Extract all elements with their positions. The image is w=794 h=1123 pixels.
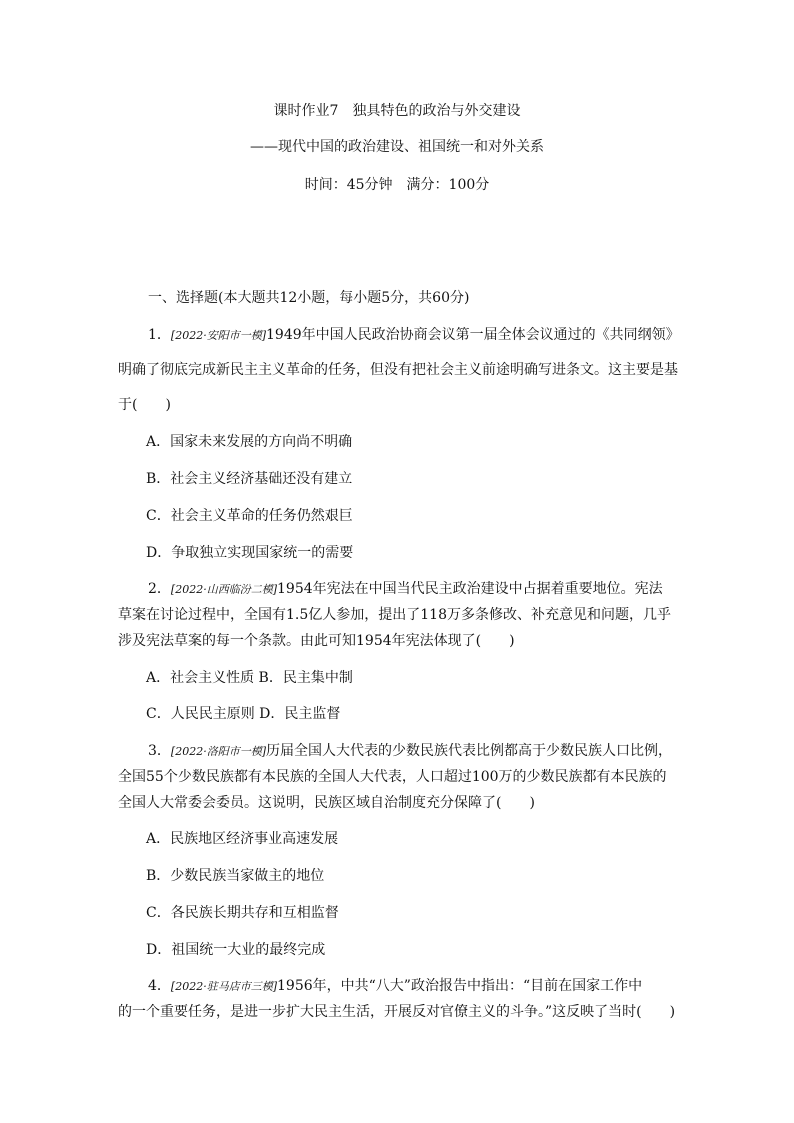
time-score-info: 时间：45分钟 满分：100分	[304, 177, 490, 193]
option-b: B．少数民族当家做主的地位	[146, 868, 325, 884]
question-4-first-line	[148, 975, 642, 995]
question-2-first-line	[148, 578, 663, 598]
option-d: D．祖国统一大业的最终完成	[146, 942, 326, 958]
question-number: 4．	[148, 978, 171, 994]
question-text: 1949年中国人民政治协商会议第一届全体会议通过的《共同纲领》	[266, 327, 680, 343]
question-text: 全国人大常委会委员。这说明，民族区域自治制度充分保障了( )	[118, 795, 535, 811]
question-text: 明确了彻底完成新民主主义革命的任务，但没有把社会主义前途明确写进条文。这主要是基	[118, 362, 678, 378]
option-cd: C．人民民主原则 D．民主监督	[146, 706, 341, 722]
question-1-first-line	[148, 324, 680, 344]
question-source: [2022·洛阳市一模]	[170, 745, 266, 758]
question-source: [2022·山西临汾二模]	[170, 583, 277, 596]
document-subtitle: ——现代中国的政治建设、祖国统一和对外关系	[250, 139, 544, 155]
option-c: C．各民族长期共存和互相监督	[146, 905, 339, 921]
question-text: 草案在讨论过程中，全国有1.5亿人参加，提出了118万多条修改、补充意见和问题，几乎	[118, 607, 671, 623]
section-heading: 一、选择题(本大题共12小题，每小题5分，共60分)	[148, 290, 470, 306]
question-number: 3．	[148, 743, 171, 759]
question-text: 历届全国人大代表的少数民族代表比例都高于少数民族人口比例，	[266, 743, 672, 759]
option-b: B．社会主义经济基础还没有建立	[146, 471, 353, 487]
document-title: 课时作业7 独具特色的政治与外交建设	[273, 103, 521, 119]
option-ab: A．社会主义性质 B．民主集中制	[146, 670, 353, 686]
option-d: D．争取独立实现国家统一的需要	[146, 545, 354, 561]
question-source: [2022·安阳市一模]	[170, 329, 266, 342]
question-source: [2022·驻马店市三模]	[170, 980, 277, 993]
question-text: 1956年，中共“八大”政治报告中指出：“目前在国家工作中	[277, 978, 643, 994]
option-a: A．国家未来发展的方向尚不明确	[146, 434, 353, 450]
question-text: 1954年宪法在中国当代民主政治建设中占据着重要地位。宪法	[277, 581, 663, 597]
question-text: 涉及宪法草案的每一个条款。由此可知1954年宪法体现了( )	[118, 633, 515, 649]
question-text: 于( )	[118, 397, 171, 413]
question-3-first-line	[148, 740, 672, 760]
question-text: 全国55个少数民族都有本民族的全国人大代表，人口超过100万的少数民族都有本民族的	[118, 769, 667, 785]
question-text: 的一个重要任务，是进一步扩大民主生活，开展反对官僚主义的斗争。”这反映了当时( )	[118, 1004, 676, 1020]
question-number: 1．	[148, 327, 171, 343]
option-a: A．民族地区经济事业高速发展	[146, 831, 339, 847]
option-c: C．社会主义革命的任务仍然艰巨	[146, 508, 353, 524]
question-number: 2．	[148, 581, 171, 597]
